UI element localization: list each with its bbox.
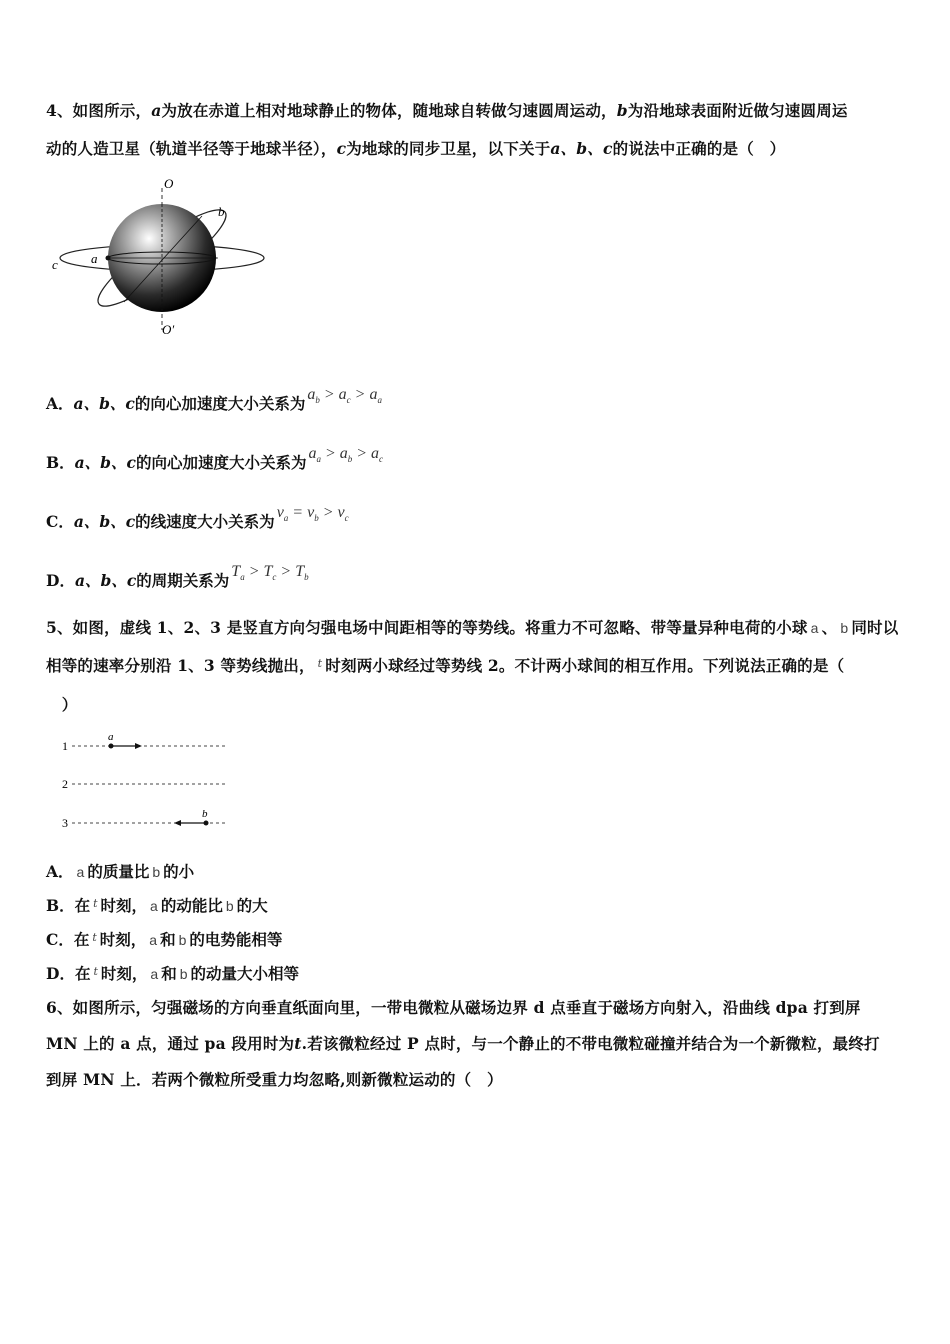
q5-var-t: t: [317, 657, 323, 670]
arrow-a-icon: [135, 743, 142, 749]
option-formula: $a_a > a_b > a_c$: [308, 445, 384, 465]
option-formula: $T_a > T_c > T_b$: [231, 563, 309, 583]
earth-orbit-figure: [44, 174, 274, 344]
option-label: A．: [46, 394, 74, 413]
q5-text: 时刻两小球经过等势线 2。不计两小球间的相互作用。下列说法正确的是（: [325, 656, 845, 675]
option-label: D．在: [46, 964, 91, 983]
option-text: 的大: [236, 896, 268, 915]
line-3-label: 3: [62, 816, 68, 830]
q4-option-d[interactable]: [46, 563, 309, 592]
option-subjects: a、b、c: [74, 453, 136, 472]
q6-text: 6、如图所示，匀强磁场的方向垂直纸面向里，一带电微粒从磁场边界 d 点垂直于磁场方向射入，沿曲线 dpa 打到屏: [46, 998, 861, 1017]
option-text: 的线速度大小关系为: [135, 512, 275, 531]
q5-option-b[interactable]: [46, 894, 268, 916]
q4-option-b[interactable]: [46, 445, 384, 474]
option-var: a: [150, 966, 159, 982]
q5-sep: 、: [821, 618, 838, 637]
q4-var-b: b: [616, 101, 628, 120]
option-text: 和: [160, 930, 176, 949]
q4-text: 为沿地球表面附近做匀速圆周运: [627, 101, 848, 120]
option-label: A．: [46, 862, 74, 881]
option-label: B．在: [46, 896, 91, 915]
option-subjects: a、b、c: [73, 394, 135, 413]
q4-option-a[interactable]: [46, 386, 382, 415]
q4-text: 为地球的同步卫星，以下关于: [346, 139, 551, 158]
option-var-t: t: [93, 965, 98, 978]
q5-option-c[interactable]: [46, 928, 282, 950]
option-text: 的向心加速度大小关系为: [135, 453, 307, 472]
q4-var-c: c: [336, 139, 347, 158]
option-subjects: a、b、c: [73, 512, 136, 531]
label-c: c: [52, 257, 58, 272]
q4-vars: a、b、c: [550, 139, 613, 158]
option-text: 的电势能相等: [189, 930, 283, 949]
q5-option-d[interactable]: [46, 962, 299, 984]
q4-text: 4、如图所示，: [46, 101, 152, 120]
q5-text: 相等的速率分别沿 1、3 等势线抛出，: [46, 656, 315, 675]
option-subjects: a、b、c: [74, 571, 137, 590]
option-formula: $v_a = v_b > v_c$: [276, 504, 349, 524]
q4-text: 动的人造卫星（轨道半径等于地球半径），: [46, 139, 337, 158]
option-var: a: [150, 898, 158, 914]
label-a: a: [91, 251, 98, 266]
q5-var-b: b: [840, 620, 849, 636]
q5-text: ）: [46, 695, 78, 714]
q5-option-a[interactable]: [46, 860, 194, 882]
option-var: b: [179, 966, 188, 982]
q4-text: 的说法中正确的是（ ）: [612, 139, 786, 158]
line-1-label: 1: [62, 739, 68, 753]
option-var: a: [149, 932, 158, 948]
option-text: 和: [161, 964, 177, 983]
option-text: 的动量大小相等: [190, 964, 300, 983]
label-O-prime: O′: [162, 322, 175, 337]
option-text: 的动能比: [160, 896, 223, 915]
q4-var-a: a: [151, 101, 162, 120]
option-text: 时刻，: [100, 964, 148, 983]
option-var: b: [178, 932, 187, 948]
option-text: 的向心加速度大小关系为: [134, 394, 306, 413]
option-var: a: [76, 864, 85, 880]
q6-text: .若该微粒经过 P 点时，与一个静止的不带电微粒碰撞并结合为一个新微粒，最终打: [301, 1034, 880, 1053]
arrow-b-icon: [174, 820, 181, 826]
q5-text: 同时以: [851, 618, 899, 637]
q6-stem: [46, 990, 908, 1098]
q4-text: 为放在赤道上相对地球静止的物体，随地球自转做匀速圆周运动，: [161, 101, 617, 120]
option-label: C．在: [46, 930, 90, 949]
label-O: O: [164, 176, 174, 191]
q4-stem: [46, 92, 908, 168]
q6-text: MN 上的 a 点，通过 pa 段用时为: [46, 1034, 295, 1053]
option-text: 的质量比: [87, 862, 150, 881]
q5-stem: [46, 609, 908, 723]
equipotential-figure: [60, 730, 230, 834]
label-b: b: [218, 204, 225, 219]
option-formula: $a_b > a_c > a_a$: [307, 386, 382, 406]
option-label: D．: [46, 571, 75, 590]
option-var: b: [225, 898, 234, 914]
option-text: 的小: [163, 862, 195, 881]
option-var-t: t: [93, 897, 98, 910]
option-label: B．: [46, 453, 75, 472]
q6-var-t: t: [294, 1034, 302, 1053]
q5-var-a: a: [810, 620, 819, 636]
ball-a-label: a: [108, 731, 114, 743]
q5-text: 5、如图，虚线 1、2、3 是竖直方向匀强电场中间距相等的等势线。将重力不可忽略、带等量异种电荷的小球: [46, 618, 808, 637]
option-text: 时刻，: [99, 930, 147, 949]
line-2-label: 2: [62, 777, 68, 791]
ball-b-label: b: [202, 808, 208, 820]
option-text: 的周期关系为: [136, 571, 230, 590]
option-var: b: [152, 864, 161, 880]
option-text: 时刻，: [100, 896, 148, 915]
option-label: C．: [46, 512, 74, 531]
q4-option-c[interactable]: [46, 504, 349, 533]
q6-text: 到屏 MN 上．若两个微粒所受重力均忽略,则新微粒运动的（ ）: [46, 1070, 503, 1089]
option-var-t: t: [92, 931, 97, 944]
object-a-dot: [106, 256, 111, 261]
